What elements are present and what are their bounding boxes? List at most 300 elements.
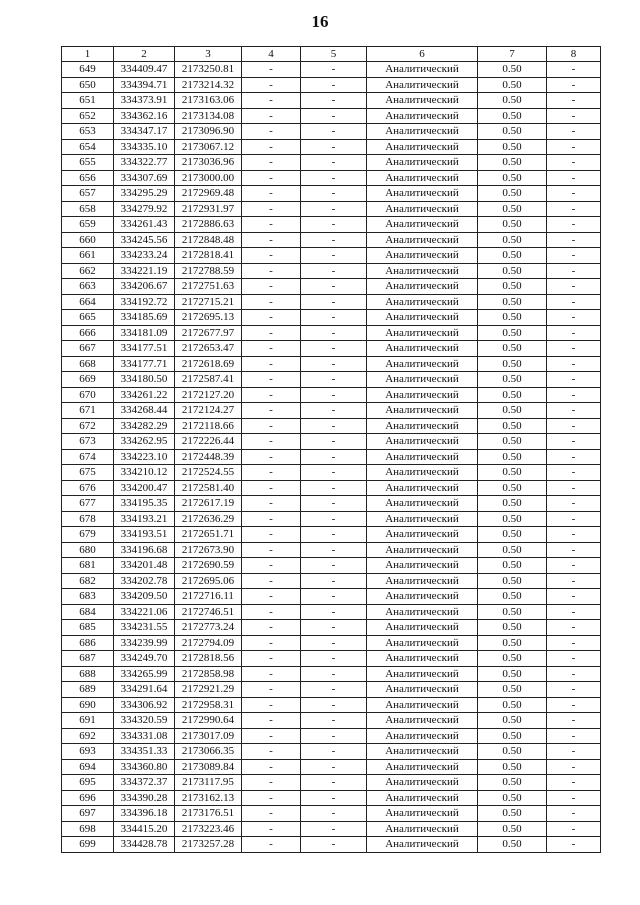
table-cell: - <box>301 170 367 186</box>
table-row <box>62 325 601 341</box>
table-cell: 0.50 <box>478 139 547 155</box>
table-cell: - <box>547 558 601 574</box>
table-cell: 0.50 <box>478 573 547 589</box>
table-cell: - <box>242 387 301 403</box>
table-cell: - <box>301 77 367 93</box>
table-cell: 0.50 <box>478 449 547 465</box>
table-cell: 2172921.29 <box>175 682 242 698</box>
table-cell: - <box>242 542 301 558</box>
table-row <box>62 728 601 744</box>
table-row <box>62 139 601 155</box>
table-cell: 2172673.90 <box>175 542 242 558</box>
table-cell: - <box>242 527 301 543</box>
table-cell: - <box>301 790 367 806</box>
table-cell: Аналитический <box>367 589 478 605</box>
table-cell: 0.50 <box>478 620 547 636</box>
table-cell: - <box>547 310 601 326</box>
table-cell: - <box>242 434 301 450</box>
table-cell: 672 <box>62 418 114 434</box>
table-row <box>62 418 601 434</box>
table-cell: Аналитический <box>367 542 478 558</box>
table-cell: Аналитический <box>367 139 478 155</box>
table-cell: 680 <box>62 542 114 558</box>
table-cell: 0.50 <box>478 217 547 233</box>
table-row <box>62 682 601 698</box>
table-cell: 334322.77 <box>114 155 175 171</box>
table-cell: Аналитический <box>367 713 478 729</box>
table-cell: - <box>301 558 367 574</box>
table-cell: 334428.78 <box>114 837 175 853</box>
table-row <box>62 186 601 202</box>
table-cell: 334335.10 <box>114 139 175 155</box>
table-row <box>62 806 601 822</box>
table-row <box>62 775 601 791</box>
table-cell: 685 <box>62 620 114 636</box>
table-cell: - <box>547 108 601 124</box>
table-cell: - <box>547 93 601 109</box>
table-cell: 2172118.66 <box>175 418 242 434</box>
table-cell: 334362.16 <box>114 108 175 124</box>
table-cell: - <box>547 294 601 310</box>
table-cell: 671 <box>62 403 114 419</box>
table-cell: 0.50 <box>478 62 547 78</box>
table-cell: - <box>547 77 601 93</box>
table-cell: - <box>301 449 367 465</box>
table-cell: 2173000.00 <box>175 170 242 186</box>
table-cell: 334196.68 <box>114 542 175 558</box>
table-cell: - <box>547 542 601 558</box>
table-cell: 334415.20 <box>114 821 175 837</box>
table-row <box>62 279 601 295</box>
table-cell: - <box>242 232 301 248</box>
table-cell: - <box>301 372 367 388</box>
table-cell: - <box>242 775 301 791</box>
table-cell: 334261.43 <box>114 217 175 233</box>
table-cell: 334245.56 <box>114 232 175 248</box>
table-row <box>62 620 601 636</box>
table-cell: - <box>301 697 367 713</box>
table-cell: - <box>301 496 367 512</box>
table-cell: - <box>547 403 601 419</box>
table-cell: Аналитический <box>367 434 478 450</box>
table-cell: 2172524.55 <box>175 465 242 481</box>
table-cell: 0.50 <box>478 728 547 744</box>
table-cell: 2173117.95 <box>175 775 242 791</box>
table-cell: 666 <box>62 325 114 341</box>
table-cell: 2172990.64 <box>175 713 242 729</box>
table-cell: 0.50 <box>478 418 547 434</box>
table-cell: - <box>242 77 301 93</box>
table-cell: Аналитический <box>367 248 478 264</box>
table-cell: 0.50 <box>478 775 547 791</box>
table-row <box>62 108 601 124</box>
table-cell: 334265.99 <box>114 666 175 682</box>
table-cell: - <box>547 449 601 465</box>
table-cell: - <box>547 434 601 450</box>
table-cell: 656 <box>62 170 114 186</box>
table-cell: 2172581.40 <box>175 480 242 496</box>
table-cell: 334209.50 <box>114 589 175 605</box>
table-cell: - <box>242 279 301 295</box>
table-cell: - <box>547 124 601 140</box>
table-cell: 2173223.46 <box>175 821 242 837</box>
table-row <box>62 170 601 186</box>
table-cell: Аналитический <box>367 759 478 775</box>
table-cell: 2172751.63 <box>175 279 242 295</box>
table-cell: Аналитический <box>367 480 478 496</box>
table-cell: - <box>242 821 301 837</box>
table-cell: 655 <box>62 155 114 171</box>
table-cell: 0.50 <box>478 403 547 419</box>
column-header: 1 <box>62 47 114 62</box>
table-cell: 2173067.12 <box>175 139 242 155</box>
table-cell: - <box>242 666 301 682</box>
table-cell: - <box>242 837 301 853</box>
table-cell: - <box>242 480 301 496</box>
table-cell: 334396.18 <box>114 806 175 822</box>
table-cell: 334390.28 <box>114 790 175 806</box>
table-cell: Аналитический <box>367 310 478 326</box>
table-cell: 0.50 <box>478 108 547 124</box>
table-cell: - <box>301 744 367 760</box>
table-cell: 334331.08 <box>114 728 175 744</box>
table-cell: 334185.69 <box>114 310 175 326</box>
table-body <box>62 62 601 853</box>
table-cell: Аналитический <box>367 790 478 806</box>
table-cell: 2173066.35 <box>175 744 242 760</box>
table-cell: 334223.10 <box>114 449 175 465</box>
table-cell: 690 <box>62 697 114 713</box>
table-cell: Аналитический <box>367 682 478 698</box>
table-row <box>62 465 601 481</box>
table-cell: 660 <box>62 232 114 248</box>
table-cell: Аналитический <box>367 325 478 341</box>
table-cell: 689 <box>62 682 114 698</box>
table-cell: 334202.78 <box>114 573 175 589</box>
table-cell: - <box>547 620 601 636</box>
table-cell: Аналитический <box>367 558 478 574</box>
table-cell: 334372.37 <box>114 775 175 791</box>
table-cell: 695 <box>62 775 114 791</box>
table-cell: Аналитический <box>367 232 478 248</box>
table-cell: - <box>242 558 301 574</box>
table-cell: - <box>242 573 301 589</box>
table-cell: - <box>301 124 367 140</box>
table-cell: Аналитический <box>367 77 478 93</box>
table-row <box>62 589 601 605</box>
table-cell: - <box>547 217 601 233</box>
table-cell: 334307.69 <box>114 170 175 186</box>
table-cell: - <box>547 759 601 775</box>
table-cell: 2172886.63 <box>175 217 242 233</box>
table-cell: 0.50 <box>478 744 547 760</box>
table-cell: 2173162.13 <box>175 790 242 806</box>
column-header: 5 <box>301 47 367 62</box>
table-cell: - <box>242 325 301 341</box>
table-cell: 663 <box>62 279 114 295</box>
table-cell: 0.50 <box>478 170 547 186</box>
table-cell: 693 <box>62 744 114 760</box>
table-cell: - <box>242 759 301 775</box>
table-row <box>62 542 601 558</box>
table-cell: - <box>301 682 367 698</box>
coordinates-table-container <box>61 46 601 853</box>
table-cell: 334373.91 <box>114 93 175 109</box>
table-cell: 683 <box>62 589 114 605</box>
table-cell: 2172848.48 <box>175 232 242 248</box>
table-cell: Аналитический <box>367 62 478 78</box>
table-cell: 0.50 <box>478 77 547 93</box>
table-cell: 2173036.96 <box>175 155 242 171</box>
table-cell: 676 <box>62 480 114 496</box>
table-row <box>62 511 601 527</box>
table-cell: 334221.19 <box>114 263 175 279</box>
table-cell: 677 <box>62 496 114 512</box>
table-cell: 2173096.90 <box>175 124 242 140</box>
table-cell: 334249.70 <box>114 651 175 667</box>
table-cell: 2172818.41 <box>175 248 242 264</box>
table-cell: - <box>301 728 367 744</box>
table-cell: - <box>242 465 301 481</box>
table-cell: 0.50 <box>478 713 547 729</box>
table-row <box>62 403 601 419</box>
column-header: 4 <box>242 47 301 62</box>
table-cell: 674 <box>62 449 114 465</box>
table-cell: - <box>547 263 601 279</box>
table-cell: 661 <box>62 248 114 264</box>
table-cell: Аналитический <box>367 403 478 419</box>
table-cell: - <box>301 511 367 527</box>
table-cell: - <box>301 713 367 729</box>
table-cell: 334291.64 <box>114 682 175 698</box>
table-row <box>62 496 601 512</box>
table-cell: - <box>242 62 301 78</box>
table-cell: - <box>547 279 601 295</box>
table-row <box>62 449 601 465</box>
table-row <box>62 635 601 651</box>
table-cell: Аналитический <box>367 93 478 109</box>
table-cell: - <box>242 651 301 667</box>
table-cell: 652 <box>62 108 114 124</box>
table-cell: 696 <box>62 790 114 806</box>
table-cell: - <box>547 372 601 388</box>
table-cell: - <box>547 341 601 357</box>
table-cell: Аналитический <box>367 666 478 682</box>
table-cell: - <box>242 682 301 698</box>
table-cell: 0.50 <box>478 310 547 326</box>
table-cell: - <box>301 325 367 341</box>
table-cell: 2172127.20 <box>175 387 242 403</box>
table-cell: 2173257.28 <box>175 837 242 853</box>
table-cell: 2172716.11 <box>175 589 242 605</box>
table-cell: Аналитический <box>367 201 478 217</box>
table-cell: 0.50 <box>478 279 547 295</box>
table-cell: 668 <box>62 356 114 372</box>
table-cell: 0.50 <box>478 604 547 620</box>
table-cell: 334320.59 <box>114 713 175 729</box>
table-cell: 687 <box>62 651 114 667</box>
table-cell: - <box>547 790 601 806</box>
table-cell: - <box>547 356 601 372</box>
table-row <box>62 341 601 357</box>
table-cell: 0.50 <box>478 263 547 279</box>
table-cell: 334282.29 <box>114 418 175 434</box>
table-cell: 2172587.41 <box>175 372 242 388</box>
table-cell: - <box>242 449 301 465</box>
table-cell: 0.50 <box>478 542 547 558</box>
table-cell: - <box>301 775 367 791</box>
table-cell: 694 <box>62 759 114 775</box>
table-cell: Аналитический <box>367 155 478 171</box>
table-cell: 2172653.47 <box>175 341 242 357</box>
table-cell: - <box>547 496 601 512</box>
table-row <box>62 697 601 713</box>
table-cell: 0.50 <box>478 294 547 310</box>
table-cell: Аналитический <box>367 806 478 822</box>
table-cell: 334181.09 <box>114 325 175 341</box>
table-cell: Аналитический <box>367 620 478 636</box>
table-cell: 2172969.48 <box>175 186 242 202</box>
table-row <box>62 666 601 682</box>
table-cell: - <box>242 372 301 388</box>
table-cell: 0.50 <box>478 806 547 822</box>
table-cell: 334221.06 <box>114 604 175 620</box>
table-cell: - <box>301 62 367 78</box>
table-cell: 691 <box>62 713 114 729</box>
table-cell: - <box>547 806 601 822</box>
table-cell: 2172958.31 <box>175 697 242 713</box>
table-cell: - <box>242 248 301 264</box>
table-cell: 2172636.29 <box>175 511 242 527</box>
table-row <box>62 744 601 760</box>
table-cell: - <box>301 108 367 124</box>
table-row <box>62 93 601 109</box>
table-row <box>62 480 601 496</box>
table-cell: 0.50 <box>478 248 547 264</box>
table-cell: Аналитический <box>367 604 478 620</box>
table-cell: 2172788.59 <box>175 263 242 279</box>
table-cell: Аналитический <box>367 511 478 527</box>
table-cell: 334239.99 <box>114 635 175 651</box>
table-cell: 0.50 <box>478 589 547 605</box>
table-cell: - <box>301 573 367 589</box>
table-row <box>62 263 601 279</box>
table-row <box>62 837 601 853</box>
table-cell: - <box>301 434 367 450</box>
table-cell: - <box>242 744 301 760</box>
table-cell: 654 <box>62 139 114 155</box>
table-cell: - <box>547 635 601 651</box>
column-header: 3 <box>175 47 242 62</box>
table-cell: - <box>547 604 601 620</box>
table-cell: 0.50 <box>478 821 547 837</box>
table-row <box>62 62 601 78</box>
table-cell: 697 <box>62 806 114 822</box>
table-cell: - <box>547 480 601 496</box>
table-cell: Аналитический <box>367 387 478 403</box>
table-cell: 334210.12 <box>114 465 175 481</box>
table-cell: - <box>242 496 301 512</box>
table-cell: - <box>301 527 367 543</box>
table-cell: 334177.71 <box>114 356 175 372</box>
table-cell: 0.50 <box>478 651 547 667</box>
table-cell: - <box>547 186 601 202</box>
table-cell: 334409.47 <box>114 62 175 78</box>
table-cell: 0.50 <box>478 356 547 372</box>
table-cell: - <box>301 201 367 217</box>
table-cell: - <box>301 821 367 837</box>
table-cell: - <box>547 697 601 713</box>
table-cell: - <box>301 248 367 264</box>
table-cell: - <box>301 418 367 434</box>
table-cell: - <box>547 728 601 744</box>
table-cell: 2173163.06 <box>175 93 242 109</box>
table-cell: 0.50 <box>478 790 547 806</box>
table-cell: Аналитический <box>367 728 478 744</box>
table-cell: Аналитический <box>367 744 478 760</box>
table-cell: 0.50 <box>478 682 547 698</box>
table-cell: - <box>547 666 601 682</box>
table-cell: Аналитический <box>367 217 478 233</box>
table-cell: 334193.21 <box>114 511 175 527</box>
table-cell: 679 <box>62 527 114 543</box>
table-cell: Аналитический <box>367 527 478 543</box>
table-cell: 2172226.44 <box>175 434 242 450</box>
table-cell: 0.50 <box>478 387 547 403</box>
table-cell: 2172746.51 <box>175 604 242 620</box>
table-cell: 334180.50 <box>114 372 175 388</box>
table-cell: 0.50 <box>478 372 547 388</box>
table-row <box>62 372 601 388</box>
table-cell: 0.50 <box>478 186 547 202</box>
table-cell: - <box>547 139 601 155</box>
table-cell: Аналитический <box>367 635 478 651</box>
table-cell: Аналитический <box>367 263 478 279</box>
table-row <box>62 651 601 667</box>
table-cell: - <box>242 186 301 202</box>
table-cell: - <box>547 387 601 403</box>
table-cell: - <box>547 325 601 341</box>
table-cell: 664 <box>62 294 114 310</box>
table-cell: Аналитический <box>367 124 478 140</box>
table-cell: 334233.24 <box>114 248 175 264</box>
table-cell: 2172931.97 <box>175 201 242 217</box>
table-cell: 334279.92 <box>114 201 175 217</box>
table-cell: - <box>242 620 301 636</box>
column-header: 6 <box>367 47 478 62</box>
table-cell: - <box>242 170 301 186</box>
table-cell: 688 <box>62 666 114 682</box>
column-header: 2 <box>114 47 175 62</box>
table-cell: Аналитический <box>367 651 478 667</box>
table-cell: Аналитический <box>367 372 478 388</box>
table-cell: - <box>547 418 601 434</box>
table-cell: - <box>547 837 601 853</box>
table-cell: 658 <box>62 201 114 217</box>
table-cell: 334177.51 <box>114 341 175 357</box>
table-cell: 2172695.13 <box>175 310 242 326</box>
table-cell: 2172124.27 <box>175 403 242 419</box>
table-row <box>62 790 601 806</box>
table-cell: 2172617.19 <box>175 496 242 512</box>
table-cell: 0.50 <box>478 697 547 713</box>
table-cell: 334351.33 <box>114 744 175 760</box>
table-cell: - <box>547 511 601 527</box>
table-cell: 0.50 <box>478 759 547 775</box>
table-row <box>62 604 601 620</box>
table-cell: - <box>301 263 367 279</box>
table-cell: 692 <box>62 728 114 744</box>
